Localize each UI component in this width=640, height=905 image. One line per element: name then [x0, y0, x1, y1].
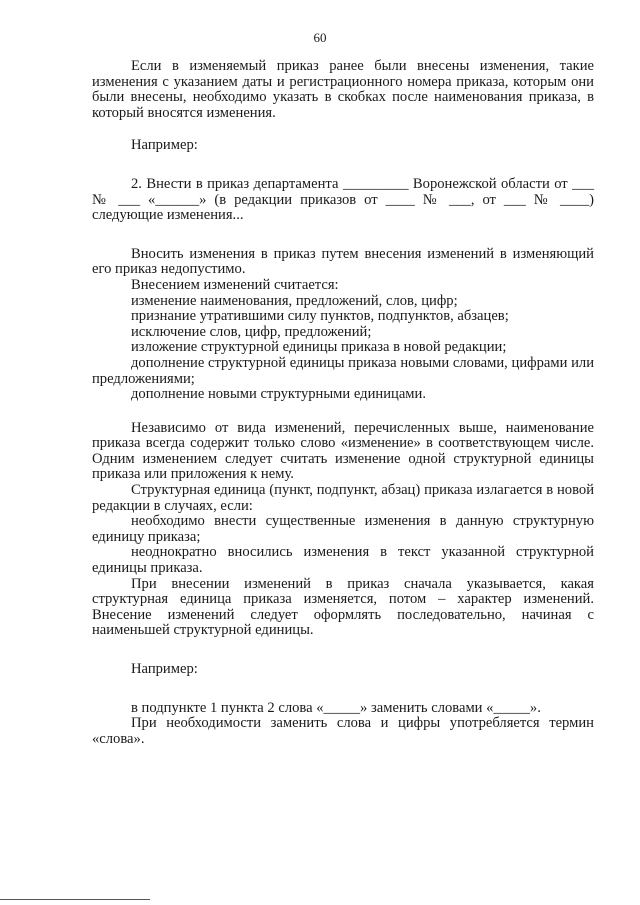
footnote-divider — [0, 899, 150, 900]
paragraph-amendments-intro: Внесением изменений считается: — [131, 276, 339, 293]
paragraph-case-2: неоднократно вносились изменения в текст указанной структурной единицы приказа. — [92, 544, 594, 577]
list-item: дополнение структурной единицы приказа новыми словами, цифрами или предложениями; — [92, 354, 594, 387]
example-label: Например: — [131, 137, 198, 154]
example-label: Например: — [131, 661, 198, 677]
document-body — [92, 59, 594, 747]
paragraph-previous-amendments: Если в изменяемый приказ ранее были внесены изменения, такие изменения с указанием даты и регистрационного номера приказа, которым они были внесены, необходимо указать в скобках после наименования приказа, в который вносятся изменения. — [92, 58, 594, 121]
paragraph-prohibition: Вносить изменения в приказ путем внесения изменений в изменяющий его приказ недопустимо. — [92, 245, 594, 278]
list-item: исключение слов, цифр, предложений; — [131, 323, 372, 340]
paragraph-words-term: При необходимости заменить слова и цифры употребляется термин «слова». — [92, 715, 594, 747]
paragraph-title-rule: Независимо от вида изменений, перечисленных выше, наименование приказа всегда содержит только слово «изменение» в соответствующем числе. Одним изменением следует считать изменение одной структурной единицы приказа или приложения к нему. — [92, 419, 594, 483]
page-number: 60 — [313, 30, 327, 45]
list-item: изложение структурной единицы приказа в новой редакции; — [131, 339, 507, 356]
paragraph-case-1: необходимо внести существенные изменения в данную структурную единицу приказа; — [92, 513, 594, 545]
paragraph-order-of-changes: При внесении изменений в приказ сначала указывается, какая структурная единица приказа изменяется, потом – характер изменений. Внесение изменений следует оформлять последовательно, начиная с наименьшей структурной единицы. — [92, 575, 594, 639]
example-replacement: в подпункте 1 пункта 2 слова «_____» заменить словами «_____». — [131, 699, 541, 716]
list-item: признание утратившими силу пунктов, подпунктов, абзацев; — [131, 308, 509, 325]
list-item: изменение наименования, предложений, слов, цифр; — [131, 292, 458, 309]
paragraph-new-edition: Структурная единица (пункт, подпункт, абзац) приказа излагается в новой редакции в случаях, если: — [92, 482, 594, 514]
example-order-text: 2. Внести в приказ департамента _________ Воронежской области от ___ № ___ «______» (в редакции приказов от ____ № ___, от ___ № ____) следующие изменения... — [92, 175, 594, 224]
list-item: дополнение новыми структурными единицами. — [131, 386, 426, 403]
